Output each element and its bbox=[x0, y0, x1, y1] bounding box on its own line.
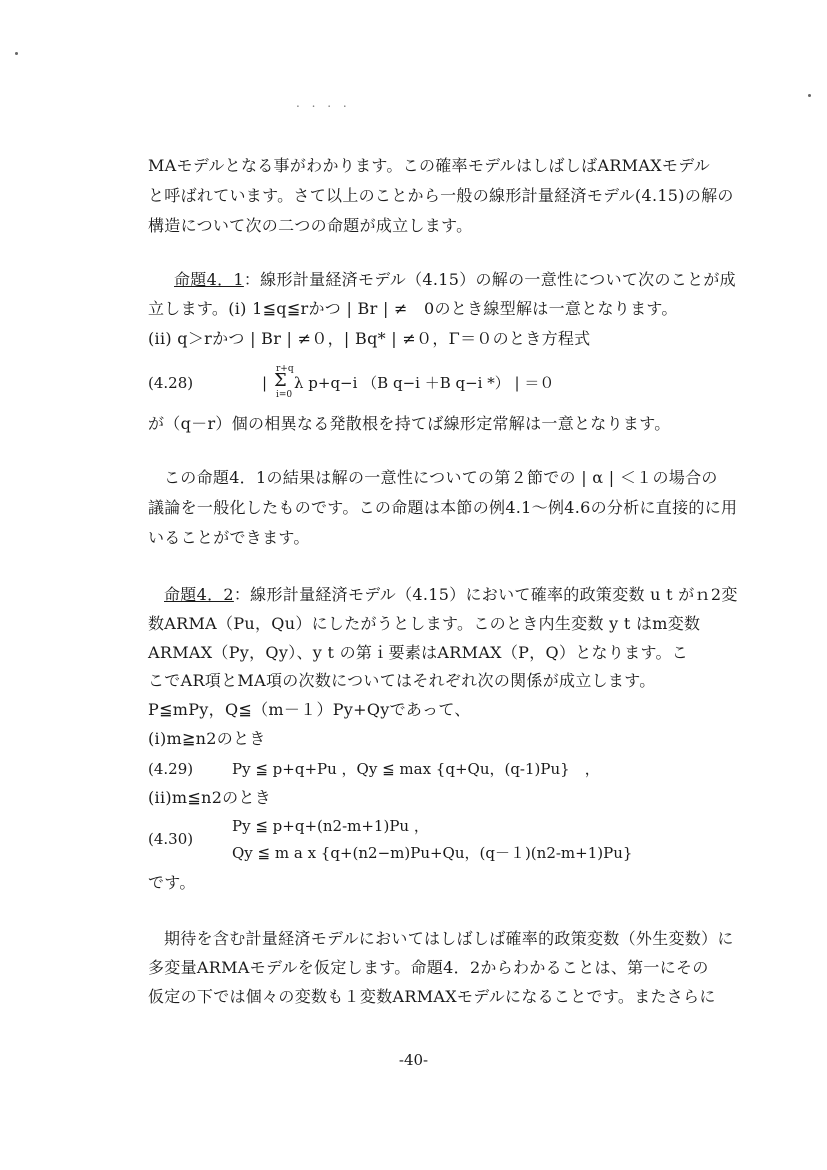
page-number: -40- bbox=[398, 1051, 429, 1069]
proposition-line: 数ARMA（Pu，Qu）にしたがうとします。このとき内生変数 y t はm変数 bbox=[148, 614, 701, 633]
equation-body: Py ≦ p+q+(n2-m+1)Pu ， bbox=[232, 817, 429, 835]
proposition-line: (ii)m≦n2のとき bbox=[148, 788, 272, 807]
equation-body: Qy ≦ m a x {q+(n2−m)Pu+Qu，(q－１)(n2-m+1)Pu} bbox=[232, 844, 633, 862]
proposition-text: ：線形計量経済モデル（4.15）の解の一意性について次のことが成 bbox=[243, 270, 736, 289]
proposition-line: こでAR項とMA項の次数についてはそれぞれ次の関係が成立します。 bbox=[148, 671, 656, 690]
proposition-line: 立します。(i) 1≦q≦rかつ | Br | ≠ 0のとき線型解は一意となります。 bbox=[148, 299, 678, 318]
header-dots: . . . . bbox=[296, 96, 351, 110]
proposition-line: ARMAX（Py，Qy）、y t の第ｉ要素はARMAX（P，Q）となります。こ bbox=[148, 643, 689, 662]
equation-body: λ p+q−i （B q−i ＋B q−i *） | ＝０ bbox=[294, 374, 555, 392]
proposition-line: が（q－r）個の相異なる発散根を持てば線形定常解は一意となります。 bbox=[148, 414, 671, 433]
proposition-line bbox=[174, 270, 736, 290]
proposition-label: 命題4．2 bbox=[164, 585, 234, 604]
proposition-line: (i)m≧n2のとき bbox=[148, 729, 266, 748]
scan-speck bbox=[15, 52, 18, 55]
equation-number: (4.28) bbox=[148, 374, 194, 392]
equation-body: Py ≦ p+q+Pu ，Qy ≦ max {q+Qu，(q-1)Pu} ， bbox=[232, 760, 600, 778]
paragraph-line: MAモデルとなる事がわかります。この確率モデルはしばしばARMAXモデル bbox=[148, 156, 710, 175]
paragraph-line: 構造について次の二つの命題が成立します。 bbox=[148, 216, 473, 235]
sum-lower-limit: i=0 bbox=[276, 390, 293, 400]
paragraph-line: いることができます。 bbox=[148, 528, 310, 547]
paragraph-line: この命題4．1の結果は解の一意性についての第２節での | α | ＜１の場合の bbox=[164, 468, 718, 487]
paragraph-line: 議論を一般化したものです。この命題は本節の例4.1～例4.6の分析に直接的に用 bbox=[148, 498, 738, 517]
equation-number: (4.29) bbox=[148, 760, 194, 778]
paragraph-line: 多変量ARMAモデルを仮定します。命題4．2からわかることは、第一にその bbox=[148, 958, 709, 977]
paragraph-line: 仮定の下では個々の変数も１変数ARMAXモデルになることです。またさらに bbox=[148, 987, 716, 1006]
proposition-text: ：線形計量経済モデル（4.15）において確率的政策変数 u t がｎ2変 bbox=[233, 585, 738, 604]
proposition-line: (ii) q＞rかつ | Br | ≠０，| Bq* | ≠０，Γ＝０のとき方程式 bbox=[148, 329, 591, 348]
proposition-line: P≦mPy，Q≦（m－１）Py+Qyであって、 bbox=[148, 700, 471, 719]
sum-upper-limit: r+q bbox=[276, 364, 294, 374]
scan-speck bbox=[808, 94, 811, 97]
equation-number: (4.30) bbox=[148, 830, 194, 848]
sum-sign: Σ bbox=[274, 370, 287, 391]
proposition-line bbox=[164, 585, 738, 605]
paragraph-line: と呼ばれています。さて以上のことから一般の線形計量経済モデル(4.15)の解の bbox=[148, 186, 734, 205]
proposition-label: 命題4．1 bbox=[174, 270, 244, 289]
proposition-line: です。 bbox=[148, 873, 196, 892]
equation-abs-bar: | bbox=[262, 374, 268, 392]
paragraph-line: 期待を含む計量経済モデルにおいてはしばしば確率的政策変数（外生変数）に bbox=[164, 929, 734, 948]
